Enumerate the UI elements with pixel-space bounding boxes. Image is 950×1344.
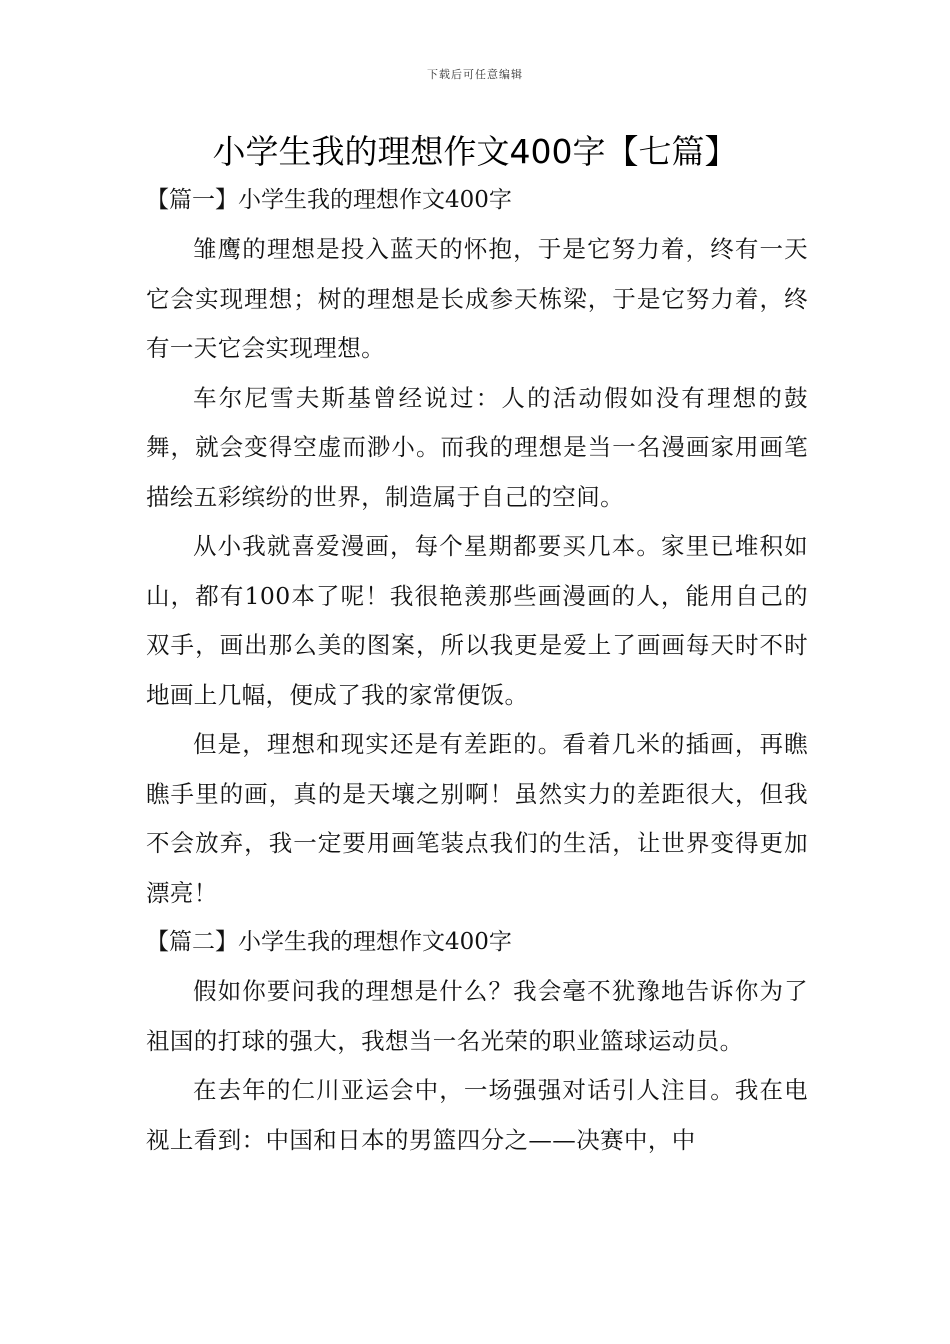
section-heading: 【篇一】小学生我的理想作文400字	[146, 187, 512, 213]
paragraph: 从小我就喜爱漫画，每个星期都要买几本。家里已堆积如山，都有100本了呢！我很艳羡那些画漫画的人，能用自己的双手，画出那么美的图案，所以我更是爱上了画画每天时不时地画上几幅，便成了我的家常便饭。	[146, 532, 808, 709]
paragraph: 假如你要问我的理想是什么？我会毫不犹豫地告诉你为了祖国的打球的强大，我想当一名光荣的职业篮球运动员。	[146, 977, 808, 1055]
document-body	[146, 176, 808, 1165]
section-2	[146, 918, 808, 1165]
paragraph: 车尔尼雪夫斯基曾经说过：人的活动假如没有理想的鼓舞，就会变得空虚而渺小。而我的理想是当一名漫画家用画笔描绘五彩缤纷的世界，制造属于自己的空间。	[146, 383, 808, 511]
section-1	[146, 176, 808, 918]
paragraph: 但是，理想和现实还是有差距的。看着几米的插画，再瞧瞧手里的画，真的是天壤之别啊！虽然实力的差距很大，但我不会放弃，我一定要用画笔装点我们的生活，让世界变得更加漂亮！	[146, 730, 808, 907]
paragraph: 雏鹰的理想是投入蓝天的怀抱，于是它努力着，终有一天它会实现理想；树的理想是长成参天栋梁，于是它努力着，终有一天它会实现理想。	[146, 235, 808, 362]
paragraph: 在去年的仁川亚运会中，一场强强对话引人注目。我在电视上看到：中国和日本的男篮四分之——决赛中，中	[146, 1076, 808, 1154]
section-heading: 【篇二】小学生我的理想作文400字	[146, 929, 512, 955]
header-note: 下载后可任意编辑	[427, 68, 523, 81]
document-title: 小学生我的理想作文400字【七篇】	[212, 132, 738, 171]
